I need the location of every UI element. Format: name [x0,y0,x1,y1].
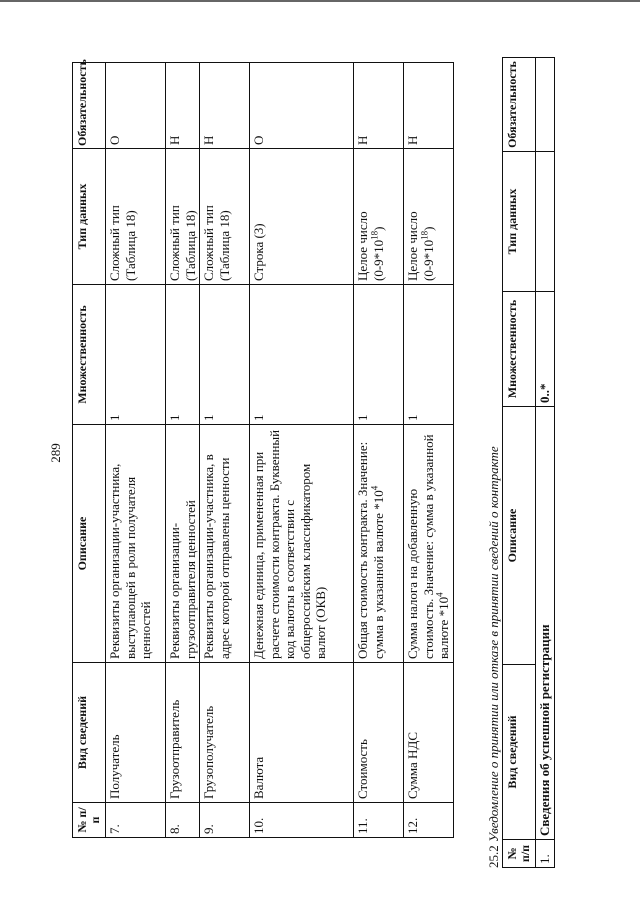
cell-required: Н [404,63,454,149]
table-row [200,63,250,838]
cell-multiplicity: 1 [166,285,200,425]
header-description: Описание [503,407,536,665]
description-line: Общая стоимость контракта. [355,499,370,659]
exponent: 4 [434,592,445,597]
cell-kind: Сумма НДС [404,663,454,803]
cell-required: О [106,63,166,149]
header-kind: Вид сведений [73,663,106,803]
cell-num: 10. [250,803,354,838]
type-line: (0-9*10 [420,239,436,281]
cell-required [536,58,555,152]
cell-num: 12. [404,803,454,838]
cell-kind: Грузоотправитель [166,663,200,803]
table-row [536,58,555,868]
table-row [250,63,354,838]
page-number: 289 [48,443,63,463]
section-number: 25.2 [486,845,501,868]
description-line: Значение: сумма в указанной валюте *10 [420,434,451,659]
table-row [404,63,454,838]
header-data-type: Тип данных [503,152,536,292]
section-caption [486,58,501,868]
cell-multiplicity: 0..* [536,292,555,407]
cell-kind: Стоимость [354,663,404,803]
header-num: № п/п [503,840,536,868]
type-close: ) [420,226,436,231]
cell-kind: Грузополучатель [200,663,250,803]
cell-required: Н [354,63,404,149]
cell-description: Реквизиты организации-участника, в адрес которой отправлены ценности [200,425,250,663]
cell-description: Реквизиты организации-грузоотправителя ценностей [166,425,200,663]
main-table-header [73,63,106,838]
description-line: Значение: сумма в указанной валюте *10 [355,441,386,659]
cell-data-type [354,149,404,285]
header-kind: Вид сведений [503,665,536,840]
cell-data-type [404,149,454,285]
header-data-type: Тип данных [73,149,106,285]
cell-num: 8. [166,803,200,838]
type-close: ) [370,226,386,231]
header-required: Обязательность [73,63,106,149]
cell-description [404,425,454,663]
cell-kind: Получатель [106,663,166,803]
second-table-header [503,58,536,868]
cell-description: Денежная единица, примененная при расчете стоимости контракта. Буквенный код валюты в соответствии с общероссийским классификатором валют (ОКВ) [250,425,354,663]
table-row [354,63,404,838]
header-required: Обязательность [503,58,536,152]
cell-multiplicity: 1 [250,285,354,425]
header-multiplicity: Множественность [503,292,536,407]
cell-data-type: Сложный тип (Таблица 18) [166,149,200,285]
exponent: 18 [369,230,380,240]
cell-required: Н [200,63,250,149]
second-table [502,57,555,868]
top-scan-edge [0,0,640,2]
cell-kind: Сведения об успешной регистрации [536,407,555,840]
cell-description [354,425,404,663]
header-description: Описание [73,425,106,663]
cell-num: 1. [536,840,555,868]
main-table-block [72,59,454,838]
exponent: 4 [369,485,380,491]
table-row [106,63,166,838]
main-table [72,59,454,838]
cell-data-type: Строка (3) [250,149,354,285]
cell-multiplicity: 1 [404,285,454,425]
cell-required: О [250,63,354,149]
cell-num: 9. [200,803,250,838]
header-num: № п/п [73,803,106,838]
cell-data-type [536,152,555,292]
type-line: Целое число [355,211,370,281]
cell-multiplicity: 1 [354,285,404,425]
cell-data-type: Сложный тип (Таблица 18) [200,149,250,285]
header-multiplicity: Множественность [73,285,106,425]
cell-description: Реквизиты организации-участника, выступающей в роли получателя ценностей [106,425,166,663]
cell-data-type: Сложный тип (Таблица 18) [106,149,166,285]
type-line: Целое число [405,211,420,281]
section-title: Уведомление о принятии или отказе в принятии сведений о контракте [486,446,501,842]
cell-multiplicity: 1 [106,285,166,425]
exponent: 18 [419,230,430,240]
cell-multiplicity: 1 [200,285,250,425]
cell-num: 7. [106,803,166,838]
second-table-block [486,58,555,868]
description-line: Сумма налога на добавленную стоимость. [405,488,436,659]
table-row [166,63,200,838]
cell-required: Н [166,63,200,149]
cell-kind: Валюта [250,663,354,803]
type-line: (0-9*10 [370,239,386,281]
cell-num: 11. [354,803,404,838]
